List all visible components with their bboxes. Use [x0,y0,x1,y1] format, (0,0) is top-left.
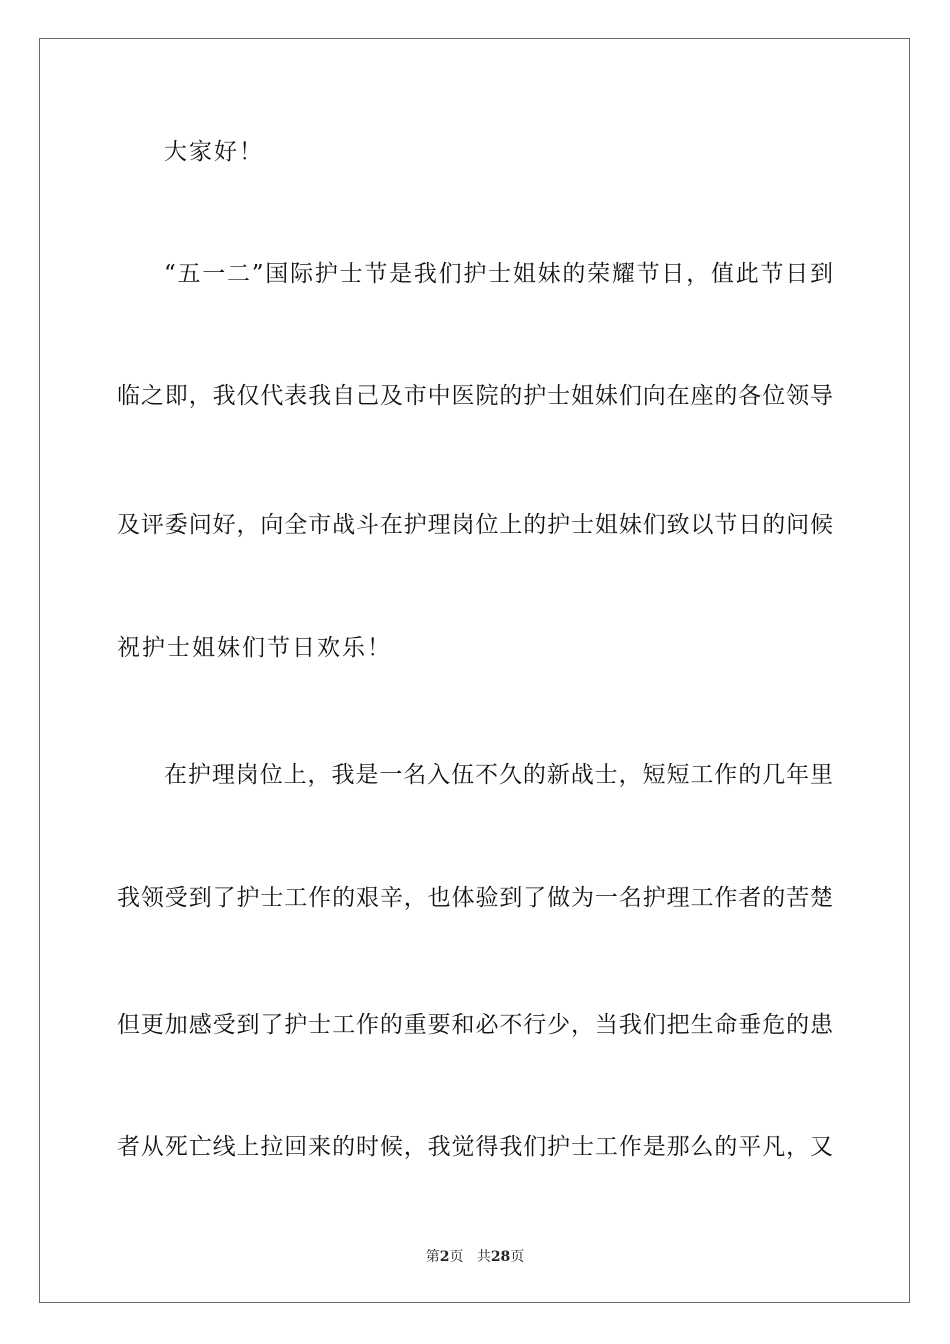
text-line: 我领受到了护士工作的艰辛，也体验到了做为一名护理工作者的苦楚 [117,885,833,911]
total-prefix: 共 [476,1249,491,1265]
text-line: 在护理岗位上，我是一名入伍不久的新战士，短短工作的几年里 [164,762,833,788]
page-border [39,38,910,1303]
text-line: 及评委问好，向全市战斗在护理岗位上的护士姐妹们致以节日的问候 [117,512,833,538]
text-line: 者从死亡线上拉回来的时候，我觉得我们护士工作是那么的平凡，又 [117,1134,833,1160]
text-line: “五一二”国际护士节是我们护士姐妹的荣耀节日，值此节日到 [164,261,833,287]
text-line: 但更加感受到了护士工作的重要和必不行少，当我们把生命垂危的患 [117,1012,833,1038]
total-pages: 28 [490,1249,511,1265]
text-line: 临之即，我仅代表我自己及市中医院的护士姐妹们向在座的各位领导 [117,383,833,409]
text-line: 祝护士姐妹们节日欢乐！ [117,635,392,661]
page-suffix: 页 [449,1249,464,1265]
page-number: 2 [439,1249,450,1265]
page-prefix: 第 [425,1249,440,1265]
text-line-greeting: 大家好！ [164,139,264,165]
page-footer [0,1248,950,1266]
total-suffix: 页 [510,1249,525,1265]
